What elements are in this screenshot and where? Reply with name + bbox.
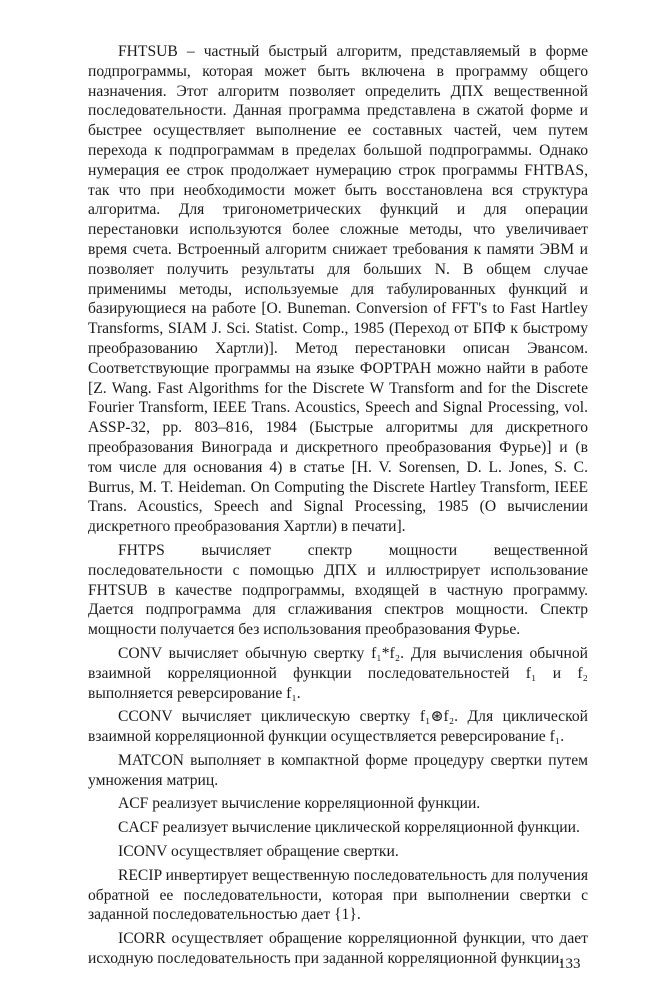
page-number: 133 xyxy=(558,956,581,972)
paragraph-cacf: CACF реализует вычисление циклической корреляционной функции. xyxy=(118,819,580,837)
paragraph-acf: ACF реализует вычисление корреляционной функции. xyxy=(118,795,481,813)
paragraph-iconv: ICONV осуществляет обращение свертки. xyxy=(118,843,399,861)
paragraph-fhtsub: FHTSUB – частный быстрый алгоритм, представляемый в форме подпрограммы, которая может быть включена в программу общего назначения. Этот алгоритм позволяет определить ДПХ вещественной последовательности. Данная программа представлена в сжатой форме и быстрее осуществляет выполнение ее составных частей, чем путем перехода к подпрограммам в пределах большой подпрограммы. Однако нумерация ее строк продолжает нумерацию строк программы FHTBAS, так что при необходимости может быть восстановлена вся структура алгоритма. Для тригонометрических функций и для операции перестановки используются более сложные методы, что увеличивает время счета. Встроенный алгоритм снижает требования к памяти ЭВМ и позволяет получить результаты для больших N. В общем случае применимы методы, используемые для табулированных функций и базирующиеся на работе [O. Buneman. Conversion of FFT's to Fast Hartley Transforms, SIAM J. Sci. Statist. Comp., 1985 (Переход от БПФ к быстрому преобразованию Хартли)]. Метод перестановки описан Эвансом. Соответствующие программы на языке ФОРТРАН можно найти в работе [Z. Wang. Fast Algorithms for the Discrete W Transform and for the Discrete Fourier Transform, IEEE Trans. Acoustics, Speech and Signal Processing, vol. ASSP-32, pp. 803–816, 1984 (Быстрые алгоритмы для дискретного преобразования Винограда и дискретного преобразования Фурье)] и (в том числе для основания 4) в статье [H. V. Sorensen, D. L. Jones, S. C. Burrus, M. T. Heideman. On Computing the Discrete Hartley Transform, IEEE Trans. Acoustics, Speech and Signal Processing, 1985 (О вычислении дискретного преобразования Хартли) в печати]. xyxy=(88,43,588,536)
body-text xyxy=(88,42,588,969)
paragraph-matcon: MATCON выполняет в компактной форме процедуру свертки путем умножения матриц. xyxy=(88,751,588,789)
paragraph-icorr: ICORR осуществляет обращение корреляционной функции, что дает исходную последовательность при заданной корреляционной функции. xyxy=(88,930,588,968)
paragraph-cconv: CCONV вычисляет циклическую свертку f₁⊛f₂. Для циклической взаимной корреляционной функции осуществляется реверсирование f₁. xyxy=(88,708,588,746)
paragraph-recip: RECIP инвертирует вещественную последовательность для получения обратной ее последовательности, которая при выполнении свертки с заданной последовательностью дает {1}. xyxy=(88,866,588,924)
paragraph-conv: CONV вычисляет обычную свертку f₁*f₂. Для вычисления обычной взаимной корреляционной функции последовательностей f₁ и f₂ выполняется реверсирование f₁. xyxy=(88,644,588,702)
paragraph-fhtps: FHTPS вычисляет спектр мощности вещественной последовательности с помощью ДПХ и иллюстрирует использование FHTSUB в качестве подпрограммы, входящей в частную программу. Дается подпрограмма для сглаживания спектров мощности. Спектр мощности получается без использования преобразования Фурье. xyxy=(88,541,588,639)
